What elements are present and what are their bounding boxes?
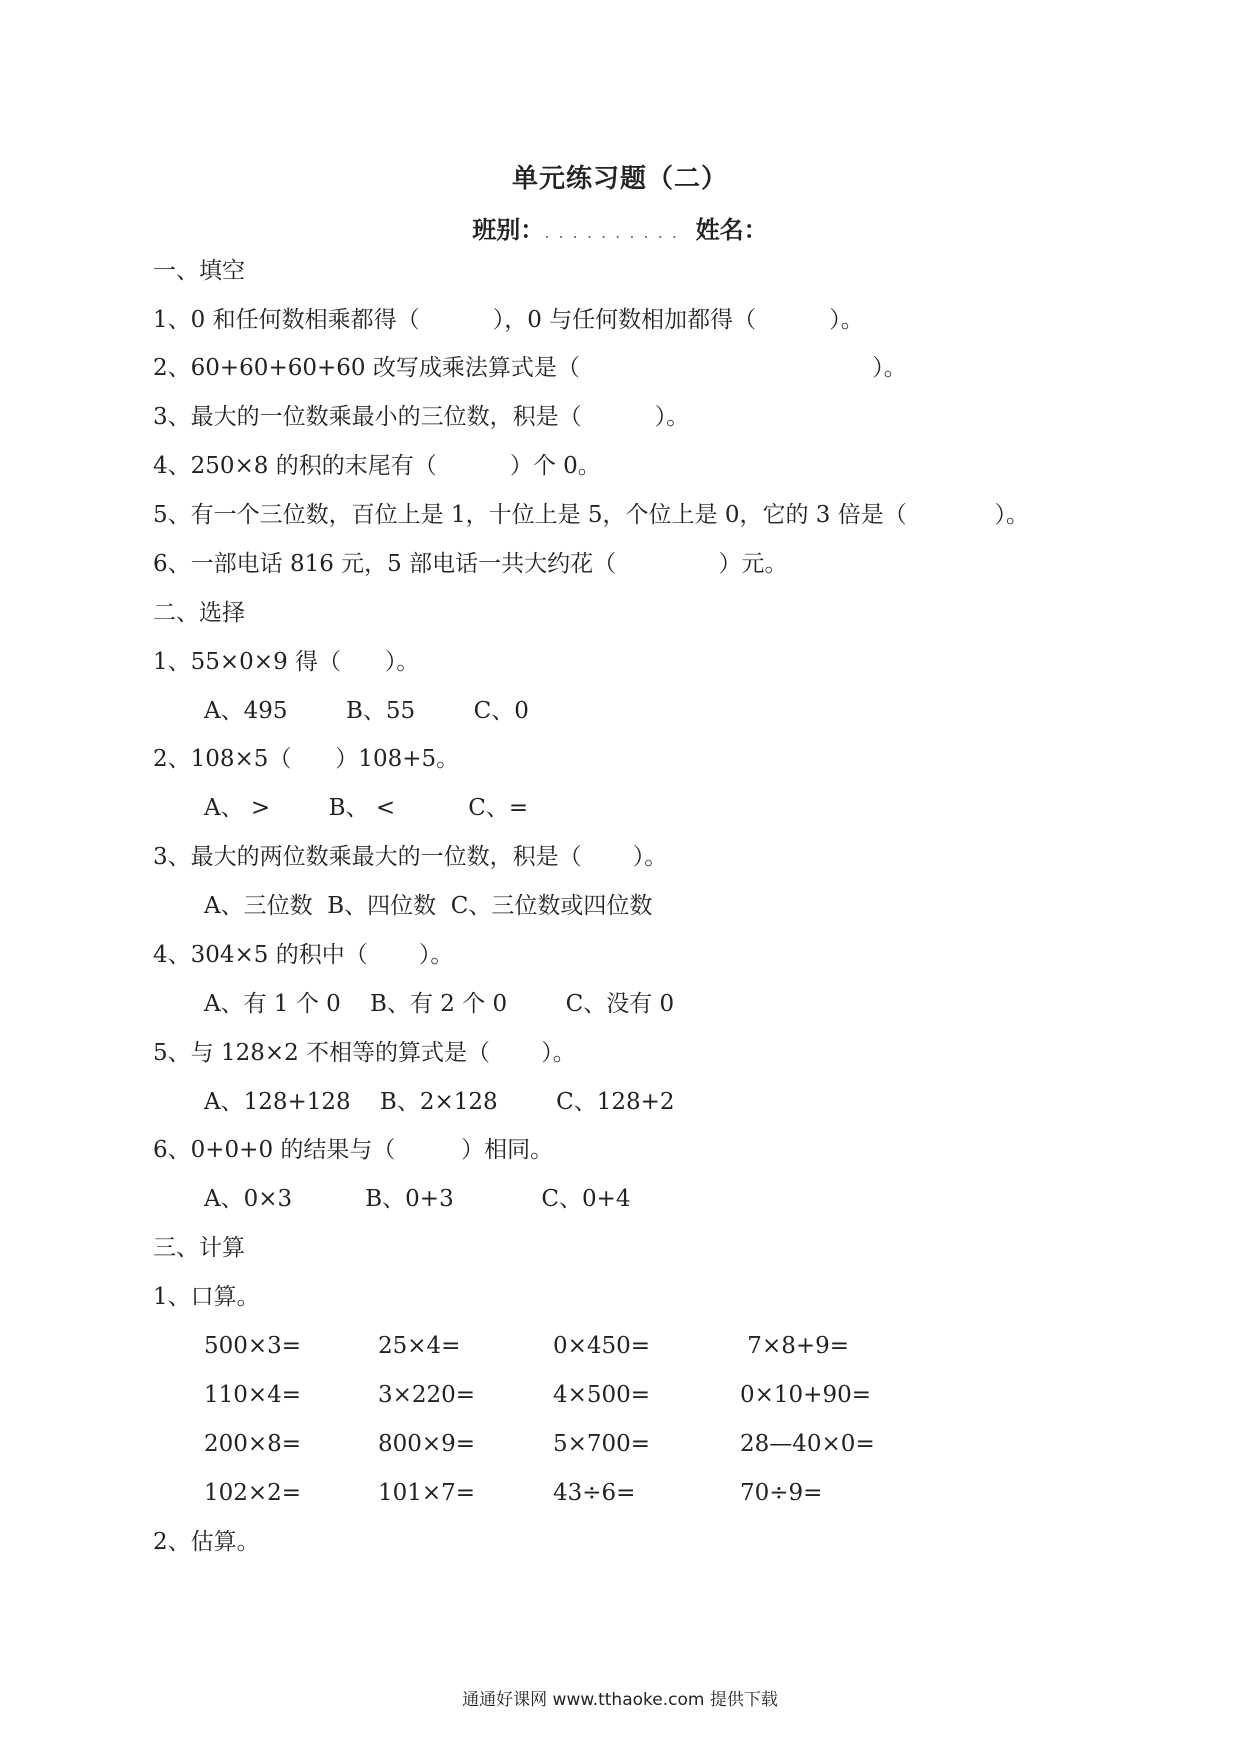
choice-options: A、128+128 B、2×128 C、128+2 <box>204 1089 675 1115</box>
oral-calc-cell: 25×4= <box>378 1333 461 1359</box>
oral-calc-cell: 800×9= <box>378 1431 476 1457</box>
fill-question: 5、有一个三位数，百位上是 1，十位上是 5，个位上是 0，它的 3 倍是（ ）。 <box>153 502 1029 528</box>
student-info-line <box>0 210 1240 245</box>
oral-calc-cell: 0×10+90= <box>740 1382 871 1408</box>
fill-question: 1、0 和任何数相乘都得（ ），0 与任何数相加都得（ ）。 <box>153 307 864 333</box>
oral-calc-cell: 110×4= <box>204 1382 302 1408</box>
oral-calc-cell: 28—40×0= <box>740 1431 875 1457</box>
choice-question: 2、108×5（ ）108+5。 <box>153 746 460 772</box>
name-label: 姓名： <box>695 216 768 244</box>
oral-calc-cell: 5×700= <box>553 1431 651 1457</box>
estimate-label: 2、估算。 <box>153 1529 260 1555</box>
oral-calc-cell: 101×7= <box>378 1480 476 1506</box>
choice-options: A、 > B、 < C、= <box>204 795 529 821</box>
section-heading-fill: 一、填空 <box>153 258 245 284</box>
oral-calc-cell: 0×450= <box>553 1333 651 1359</box>
oral-calc-cell: 7×8+9= <box>740 1333 850 1359</box>
footer-credit: 通通好课网 www.tthaoke.com 提供下载 <box>462 1690 778 1710</box>
choice-question: 6、0+0+0 的结果与（ ）相同。 <box>153 1137 554 1163</box>
oral-calc-cell: 70÷9= <box>740 1480 823 1506</box>
page-title: 单元练习题（二） <box>511 164 728 194</box>
choice-question: 1、55×0×9 得（ ）。 <box>153 649 420 675</box>
choice-question: 3、最大的两位数乘最大的一位数，积是（ ）。 <box>153 844 668 870</box>
fill-question: 6、一部电话 816 元，5 部电话一共大约花（ ）元。 <box>153 551 788 577</box>
choice-options: A、0×3 B、0+3 C、0+4 <box>204 1186 631 1212</box>
oral-calc-cell: 3×220= <box>378 1382 476 1408</box>
class-dots: . . . . . . . . . . <box>544 223 679 242</box>
oral-calc-cell: 102×2= <box>204 1480 302 1506</box>
section-heading-choice: 二、选择 <box>153 600 245 626</box>
choice-options: A、495 B、55 C、0 <box>204 698 529 724</box>
oral-calc-cell: 43÷6= <box>553 1480 636 1506</box>
choice-question: 4、304×5 的积中（ ）。 <box>153 942 454 968</box>
fill-question: 2、60+60+60+60 改写成乘法算式是（ ）。 <box>153 355 907 381</box>
choice-question: 5、与 128×2 不相等的算式是（ ）。 <box>153 1040 576 1066</box>
choice-options: A、三位数 B、四位数 C、三位数或四位数 <box>204 893 653 919</box>
section-heading-calc: 三、计算 <box>153 1235 245 1261</box>
oral-calc-cell: 200×8= <box>204 1431 302 1457</box>
oral-calc-cell: 4×500= <box>553 1382 651 1408</box>
choice-options: A、有 1 个 0 B、有 2 个 0 C、没有 0 <box>204 991 675 1017</box>
fill-question: 3、最大的一位数乘最小的三位数，积是（ ）。 <box>153 404 690 430</box>
fill-question: 4、250×8 的积的末尾有（ ）个 0。 <box>153 453 601 479</box>
class-label: 班别： <box>472 216 545 244</box>
oral-calc-label: 1、口算。 <box>153 1284 260 1310</box>
oral-calc-cell: 500×3= <box>204 1333 302 1359</box>
